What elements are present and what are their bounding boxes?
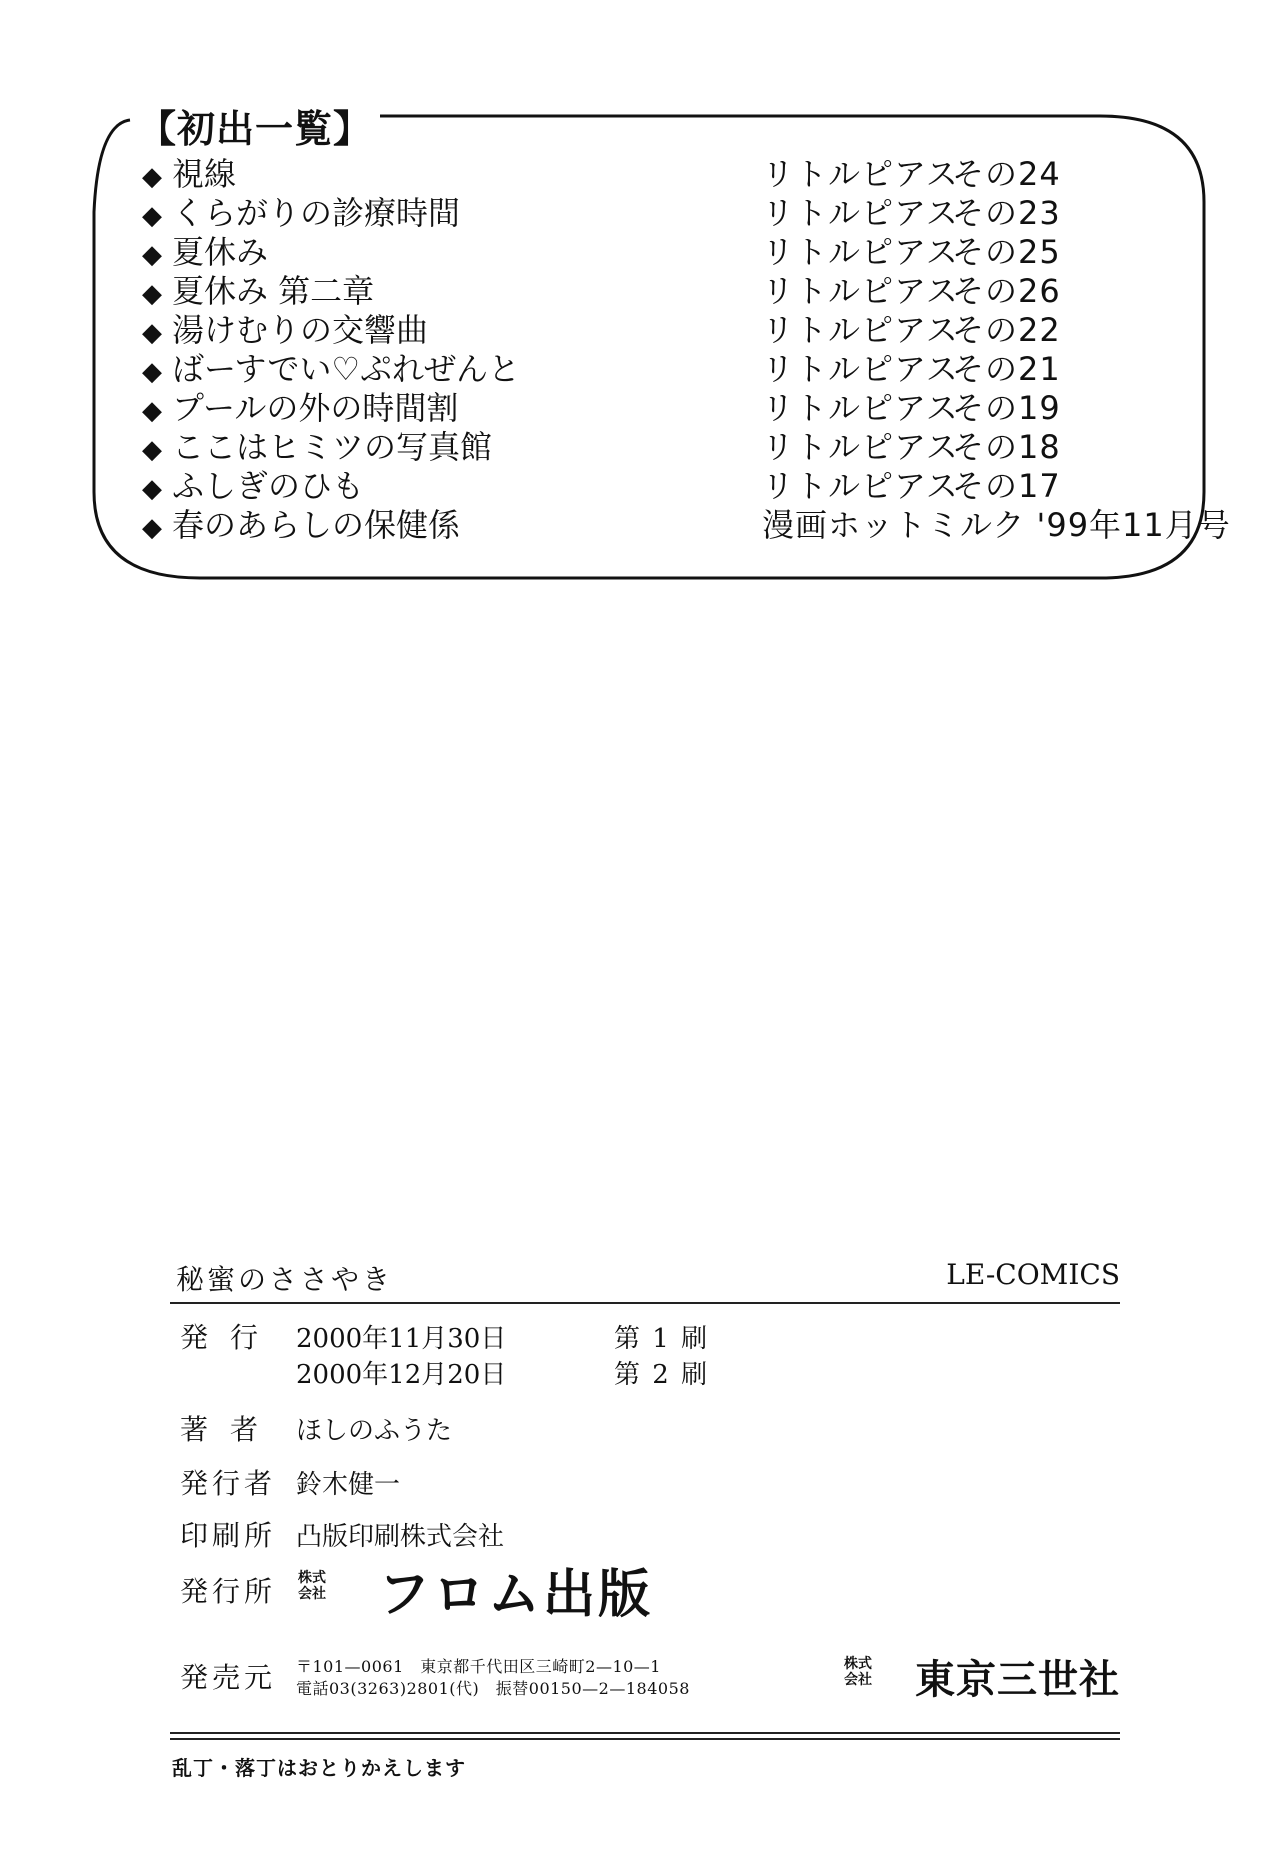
printer-label: 印刷所 xyxy=(180,1519,277,1552)
issue-number: その26 xyxy=(952,272,1061,310)
magazine-name: 漫画ホットミルク '99年11月号 xyxy=(762,506,1231,544)
story-title: 春のあらしの保健係 xyxy=(172,506,461,544)
first-appearances-heading: 【初出一覧】 xyxy=(138,110,380,148)
story-title: ふしぎのひも xyxy=(172,467,365,505)
distributor-label: 発売元 xyxy=(180,1661,277,1694)
replacement-notice: 乱丁・落丁はおとりかえします xyxy=(172,1756,466,1780)
story-title: くらがりの診療時間 xyxy=(172,194,461,232)
list-item xyxy=(142,271,1202,311)
divider xyxy=(170,1732,1120,1734)
magazine-name: リトルピアス xyxy=(762,311,959,349)
list-item xyxy=(142,232,1202,272)
magazine-name: リトルピアス xyxy=(762,272,959,310)
story-title: ここはヒミツの写真館 xyxy=(172,428,493,466)
story-title: プールの外の時間割 xyxy=(172,389,459,427)
series-name: LE-COMICS xyxy=(946,1258,1120,1291)
divider xyxy=(170,1738,1120,1740)
printing-1-label: 第 1 刷 xyxy=(614,1324,710,1354)
list-item xyxy=(142,388,1202,428)
distributor-name: 東京三世社 xyxy=(915,1656,1120,1703)
diamond-bullet-icon: ◆ xyxy=(142,240,162,270)
printing-2-label: 第 2 刷 xyxy=(614,1360,710,1390)
list-item xyxy=(142,427,1202,467)
distributor-address: 〒101—0061 東京都千代田区三崎町2—10—1 xyxy=(296,1657,661,1676)
story-title: 夏休み 第二章 xyxy=(172,272,375,310)
magazine-name: リトルピアス xyxy=(762,233,959,271)
story-title: ばーすでい♡ぷれぜんと xyxy=(172,350,521,388)
magazine-name: リトルピアス xyxy=(762,155,959,193)
diamond-bullet-icon: ◆ xyxy=(142,474,162,504)
magazine-name: リトルピアス xyxy=(762,428,959,466)
diamond-bullet-icon: ◆ xyxy=(142,396,162,426)
issue-label: 発行 xyxy=(180,1321,281,1354)
story-title: 湯けむりの交響曲 xyxy=(172,311,429,349)
divider xyxy=(170,1302,1120,1304)
list-item xyxy=(142,349,1202,389)
issue-number: その21 xyxy=(952,350,1061,388)
list-item xyxy=(142,154,1202,194)
issue-number: その18 xyxy=(952,428,1061,466)
list-item xyxy=(142,466,1202,506)
author-name: ほしのふうた xyxy=(296,1416,453,1446)
company-mark: 株式会社 xyxy=(298,1570,326,1602)
printing-2-date: 2000年12月20日 xyxy=(296,1360,507,1390)
issue-number: その24 xyxy=(952,155,1061,193)
story-title: 視線 xyxy=(172,155,237,193)
diamond-bullet-icon: ◆ xyxy=(142,318,162,348)
printing-1-date: 2000年11月30日 xyxy=(296,1324,507,1354)
issue-number: その25 xyxy=(952,233,1061,271)
diamond-bullet-icon: ◆ xyxy=(142,513,162,543)
list-item xyxy=(142,310,1202,350)
magazine-name: リトルピアス xyxy=(762,194,959,232)
diamond-bullet-icon: ◆ xyxy=(142,357,162,387)
diamond-bullet-icon: ◆ xyxy=(142,435,162,465)
diamond-bullet-icon: ◆ xyxy=(142,279,162,309)
publisher-person: 鈴木健一 xyxy=(296,1470,401,1500)
publisher-person-label: 発行者 xyxy=(180,1467,277,1500)
issue-number: その19 xyxy=(952,389,1061,427)
distributor-phone: 電話03(3263)2801(代) 振替00150—2—184058 xyxy=(296,1679,690,1698)
list-item xyxy=(142,505,1231,545)
magazine-name: リトルピアス xyxy=(762,350,959,388)
issue-number: その17 xyxy=(952,467,1061,505)
magazine-name: リトルピアス xyxy=(762,389,959,427)
magazine-name: リトルピアス xyxy=(762,467,959,505)
author-label: 著者 xyxy=(180,1413,281,1446)
book-title: 秘蜜のささやき xyxy=(176,1263,394,1296)
list-item xyxy=(142,193,1202,233)
story-title: 夏休み xyxy=(172,233,269,271)
printer-name: 凸版印刷株式会社 xyxy=(296,1522,505,1552)
issue-number: その23 xyxy=(952,194,1061,232)
publisher-label: 発行所 xyxy=(180,1575,277,1608)
company-mark: 株式会社 xyxy=(844,1656,872,1688)
diamond-bullet-icon: ◆ xyxy=(142,201,162,231)
publisher-name: フロム出版 xyxy=(378,1564,654,1625)
first-appearances-box xyxy=(90,107,1231,582)
issue-number: その22 xyxy=(952,311,1061,349)
diamond-bullet-icon: ◆ xyxy=(142,162,162,192)
